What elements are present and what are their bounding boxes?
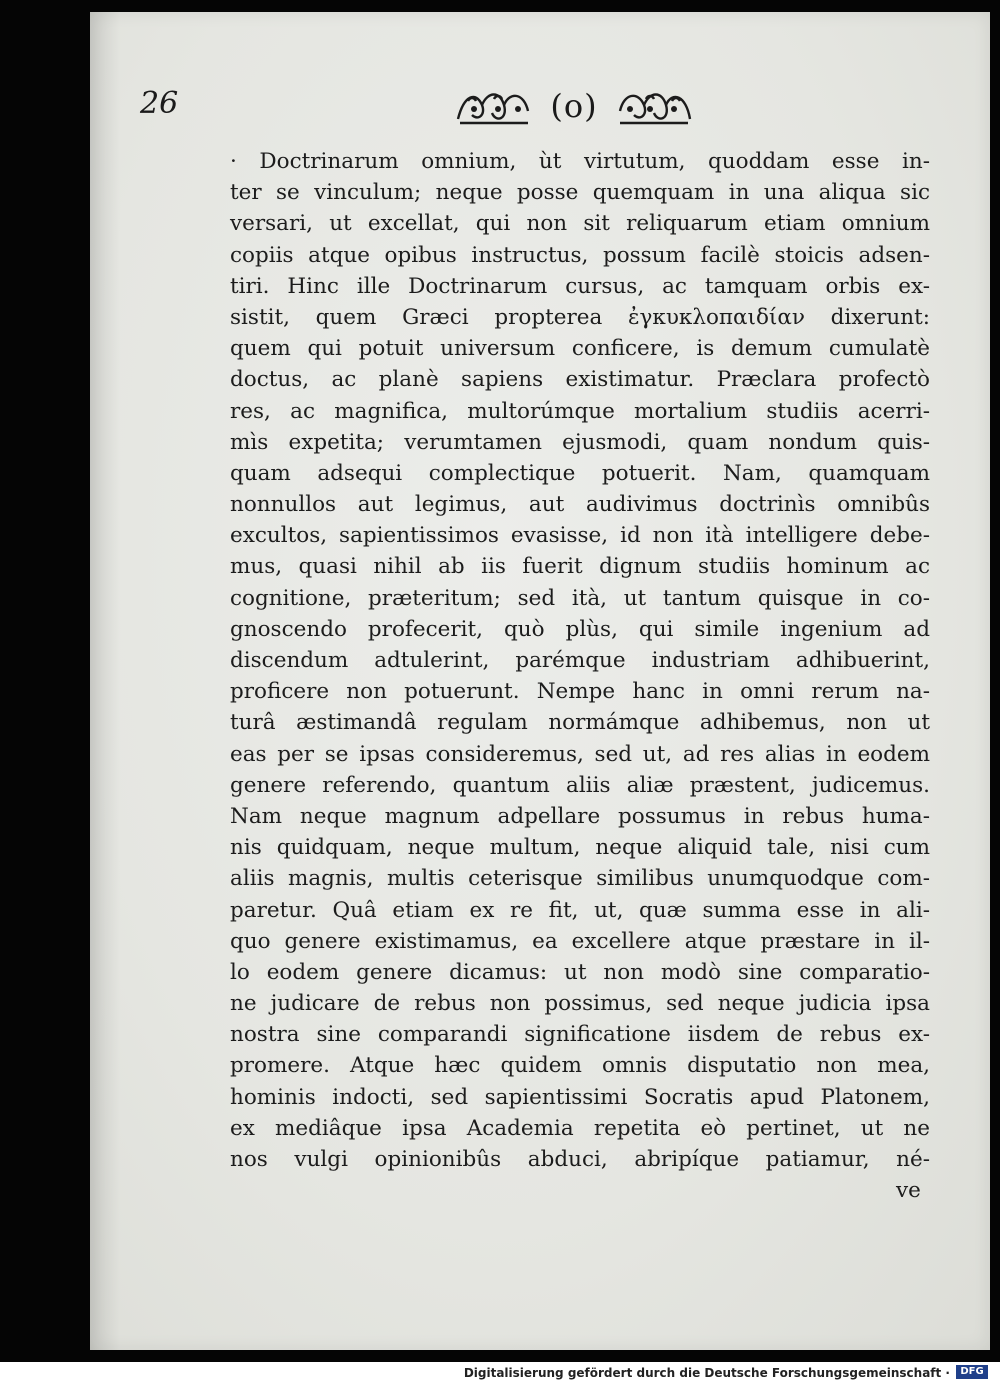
text-line: nonnullos aut legimus, aut audivimus doctrinìs omnibûs [230,492,930,518]
text-line: turâ æstimandâ regulam normámque adhibemus, non ut [230,710,930,736]
text-line: mus, quasi nihil ab iis fuerit dignum studiis hominum ac [230,554,930,580]
text-line: quam adsequi complectique potuerit. Nam, quamquam [230,460,930,486]
page-number: 26 [140,86,179,121]
body-text [230,146,930,1175]
text-line: ter se vinculum; neque posse quemquam in una aliqua sic [230,180,930,206]
header-ornament [454,82,694,130]
text-line: eas per se ipsas consideremus, sed ut, ad res alias in eodem [230,741,930,767]
text-line: quo genere existimamus, ea excellere atque præstare in il- [230,928,930,954]
left-fleuron-ornament [454,85,532,127]
text-line: cognitione, præteritum; sed ità, ut tantum quisque in co- [230,585,930,611]
text-line: copiis atque opibus instructus, possum facilè stoicis adsen- [230,242,930,268]
text-line: hominis indocti, sed sapientissimi Socratis apud Platonem, [230,1084,930,1110]
text-line: Nam neque magnum adpellare possumus in rebus huma- [230,803,930,829]
text-line: · Doctrinarum omnium, ùt virtutum, quoddam esse in- [230,149,930,174]
text-line: ne judicare de rebus non possimus, sed neque judicia ipsa [230,991,930,1017]
text-line: genere referendo, quantum aliis aliæ præstent, judicemus. [230,772,930,798]
text-line: gnoscendo profecerit, quò plùs, qui simile ingenium ad [230,616,930,642]
text-line: mìs expetita; verumtamen ejusmodi, quam nondum quis- [230,429,930,455]
text-line: res, ac magnifica, multorúmque mortalium studiis acerri- [230,398,930,424]
text-line: aliis magnis, multis ceterisque similibus unumquodque com- [230,866,930,892]
text-line: discendum adtulerint, parémque industriam adhibuerint, [230,648,930,673]
text-line: lo eodem genere dicamus: ut non modò sine comparatio- [230,959,930,985]
text-line: paretur. Quâ etiam ex re fit, ut, quæ summa esse in ali- [230,897,930,923]
digitization-credit: Digitalisierung gefördert durch die Deutsche Forschungsgemeinschaft · [463,1366,950,1380]
text-line: doctus, ac planè sapiens existimatur. Præclara profectò [230,367,930,393]
text-line: versari, ut excellat, qui non sit reliquarum etiam omnium [230,211,930,237]
text-line: excultos, sapientissimos evasisse, id non ità intelligere debe- [230,523,930,549]
dfg-logo: DFG [956,1365,988,1379]
text-line: promere. Atque hæc quidem omnis disputatio non mea, [230,1053,930,1079]
text-line: sistit, quem Græci propterea ἐγκυκλοπαιδίαν dixerunt: [230,304,930,330]
text-line: quem qui potuit universum conficere, is demum cumulatè [230,336,930,362]
catchword: ve [896,1178,921,1203]
text-line: tiri. Hinc ille Doctrinarum cursus, ac tamquam orbis ex- [230,273,930,299]
text-line: nis quidquam, neque multum, neque aliquid tale, nisi cum [230,835,930,861]
text-line: proficere non potuerunt. Nempe hanc in omni rerum na- [230,679,930,705]
text-line: ex mediâque ipsa Academia repetita eò pertinet, ut ne [230,1115,930,1141]
text-line: nos vulgi opinionibûs abduci, abripíque patiamur, né- [230,1147,930,1172]
text-line: nostra sine comparandi significatione iisdem de rebus ex- [230,1022,930,1048]
running-head: (o) [550,87,598,125]
right-fleuron-ornament [616,85,694,127]
